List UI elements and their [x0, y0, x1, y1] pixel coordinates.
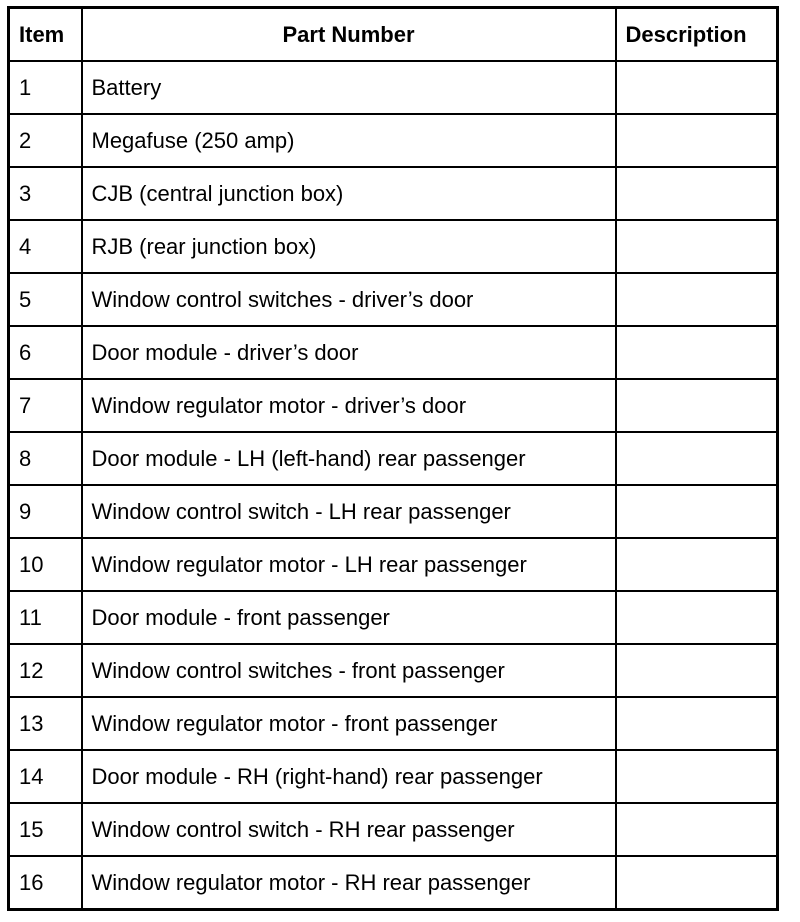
item-cell: 16: [9, 856, 82, 910]
table-row: [9, 538, 778, 591]
header-item: Item: [9, 8, 82, 62]
table-row: [9, 379, 778, 432]
header-description: Description: [616, 8, 778, 62]
description-cell: [616, 591, 778, 644]
part-number-cell: Window control switches - driver’s door: [82, 273, 616, 326]
description-cell: [616, 538, 778, 591]
table-row: [9, 273, 778, 326]
description-cell: [616, 379, 778, 432]
parts-table: [7, 6, 779, 911]
item-cell: 5: [9, 273, 82, 326]
table-row: [9, 697, 778, 750]
header-part-number: Part Number: [82, 8, 616, 62]
description-cell: [616, 644, 778, 697]
item-cell: 10: [9, 538, 82, 591]
part-number-cell: Window regulator motor - RH rear passenger: [82, 856, 616, 910]
table-row: [9, 591, 778, 644]
table-row: [9, 803, 778, 856]
description-cell: [616, 803, 778, 856]
part-number-cell: Window regulator motor - LH rear passenger: [82, 538, 616, 591]
part-number-cell: Window control switches - front passenger: [82, 644, 616, 697]
table-row: [9, 432, 778, 485]
item-cell: 8: [9, 432, 82, 485]
part-number-cell: RJB (rear junction box): [82, 220, 616, 273]
item-cell: 11: [9, 591, 82, 644]
description-cell: [616, 750, 778, 803]
description-cell: [616, 220, 778, 273]
part-number-cell: Window regulator motor - front passenger: [82, 697, 616, 750]
description-cell: [616, 273, 778, 326]
table-header-row: [9, 8, 778, 62]
part-number-cell: Megafuse (250 amp): [82, 114, 616, 167]
item-cell: 2: [9, 114, 82, 167]
item-cell: 4: [9, 220, 82, 273]
description-cell: [616, 114, 778, 167]
item-cell: 12: [9, 644, 82, 697]
description-cell: [616, 856, 778, 910]
part-number-cell: Window control switch - LH rear passenger: [82, 485, 616, 538]
table-row: [9, 326, 778, 379]
item-cell: 14: [9, 750, 82, 803]
description-cell: [616, 485, 778, 538]
table-row: [9, 167, 778, 220]
description-cell: [616, 61, 778, 114]
item-cell: 13: [9, 697, 82, 750]
table-row: [9, 644, 778, 697]
part-number-cell: Door module - LH (left-hand) rear passenger: [82, 432, 616, 485]
table-row: [9, 114, 778, 167]
item-cell: 1: [9, 61, 82, 114]
table-row: [9, 750, 778, 803]
item-cell: 7: [9, 379, 82, 432]
item-cell: 9: [9, 485, 82, 538]
part-number-cell: Door module - driver’s door: [82, 326, 616, 379]
description-cell: [616, 167, 778, 220]
table-row: [9, 61, 778, 114]
description-cell: [616, 326, 778, 379]
description-cell: [616, 697, 778, 750]
item-cell: 6: [9, 326, 82, 379]
part-number-cell: Door module - RH (right-hand) rear passenger: [82, 750, 616, 803]
part-number-cell: CJB (central junction box): [82, 167, 616, 220]
item-cell: 15: [9, 803, 82, 856]
item-cell: 3: [9, 167, 82, 220]
part-number-cell: Window control switch - RH rear passenger: [82, 803, 616, 856]
table-row: [9, 856, 778, 910]
part-number-cell: Door module - front passenger: [82, 591, 616, 644]
part-number-cell: Window regulator motor - driver’s door: [82, 379, 616, 432]
description-cell: [616, 432, 778, 485]
table-row: [9, 220, 778, 273]
part-number-cell: Battery: [82, 61, 616, 114]
table-row: [9, 485, 778, 538]
